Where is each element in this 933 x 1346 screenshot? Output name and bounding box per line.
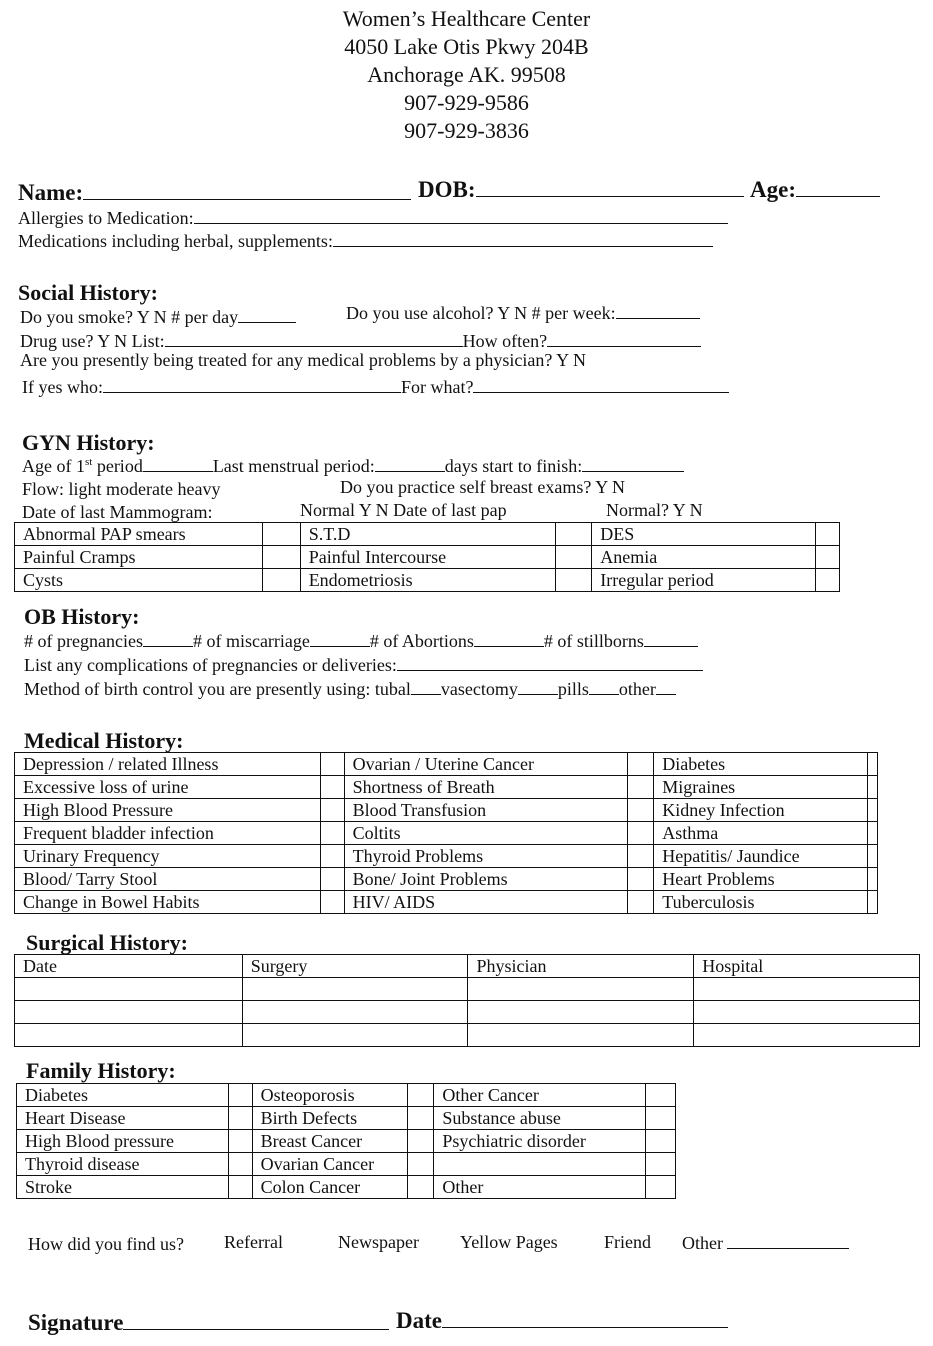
dob-row xyxy=(418,177,744,203)
medical-checkbox[interactable] xyxy=(320,822,344,845)
age-first-period-label: Age of 1st period xyxy=(22,456,143,476)
table-row xyxy=(15,776,878,799)
smoke-per-day-field[interactable] xyxy=(238,306,296,323)
medical-checkbox[interactable] xyxy=(320,868,344,891)
column-header-physician: Physician xyxy=(468,955,694,978)
family-checkbox[interactable] xyxy=(408,1107,434,1130)
gyn-checkbox[interactable] xyxy=(816,523,840,546)
age-row xyxy=(750,177,880,203)
referral-other-field[interactable] xyxy=(727,1232,849,1249)
gyn-condition-label: Abnormal PAP smears xyxy=(15,523,263,546)
surgery-physician-cell[interactable] xyxy=(468,1024,694,1047)
medical-checkbox[interactable] xyxy=(320,776,344,799)
medical-condition-label: Heart Problems xyxy=(654,868,868,891)
miscarriage-label: # of miscarriage xyxy=(192,631,310,651)
family-history-title: Family History: xyxy=(26,1058,176,1083)
medical-condition-label: Kidney Infection xyxy=(654,799,868,822)
treated-question: Are you presently being treated for any medical problems by a physician? Y N xyxy=(20,350,586,370)
gyn-condition-label: Irregular period xyxy=(592,569,816,592)
gyn-checkbox[interactable] xyxy=(556,569,592,592)
surgical-history-table xyxy=(14,954,920,1047)
referral-question: How did you find us? xyxy=(28,1234,184,1254)
family-condition-label: Diabetes xyxy=(17,1084,229,1107)
medical-checkbox[interactable] xyxy=(628,822,654,845)
table-row xyxy=(15,546,840,569)
medical-condition-label: Change in Bowel Habits xyxy=(15,891,321,914)
table-row xyxy=(15,799,878,822)
allergies-field[interactable] xyxy=(194,207,728,224)
date-row xyxy=(396,1308,728,1334)
clinic-address-line1: 4050 Lake Otis Pkwy 204B xyxy=(344,34,589,59)
how-often-field[interactable] xyxy=(547,330,701,347)
medical-condition-label: Urinary Frequency xyxy=(15,845,321,868)
medical-checkbox[interactable] xyxy=(320,753,344,776)
medical-condition-label: Excessive loss of urine xyxy=(15,776,321,799)
surgery-hospital-cell[interactable] xyxy=(694,1024,920,1047)
referral-option-other[interactable]: Other xyxy=(682,1233,723,1253)
family-checkbox[interactable] xyxy=(646,1153,676,1176)
alcohol-per-week-field[interactable] xyxy=(616,302,700,319)
how-often-label: How often? xyxy=(462,331,548,351)
referral-option-newspaper[interactable]: Newspaper xyxy=(338,1232,419,1252)
birth-control-label: Method of birth control you are presently using: tubal xyxy=(24,679,411,699)
family-condition-label: High Blood pressure xyxy=(17,1130,229,1153)
for-what-field[interactable] xyxy=(473,376,729,393)
date-field[interactable] xyxy=(442,1311,728,1328)
surgery-hospital-cell[interactable] xyxy=(694,978,920,1001)
family-condition-label: Thyroid disease xyxy=(17,1153,229,1176)
medical-condition-label: Hepatitis/ Jaundice xyxy=(654,845,868,868)
age-label: Age: xyxy=(750,177,796,202)
pap-normal: Normal? Y N xyxy=(606,500,703,520)
gyn-condition-label: DES xyxy=(592,523,816,546)
medical-checkbox[interactable] xyxy=(628,753,654,776)
medical-condition-label: Depression / related Illness xyxy=(15,753,321,776)
medical-checkbox[interactable] xyxy=(867,776,877,799)
surgery-physician-cell[interactable] xyxy=(468,1001,694,1024)
gyn-condition-label: Painful Cramps xyxy=(15,546,263,569)
table-row xyxy=(15,845,878,868)
family-checkbox[interactable] xyxy=(646,1176,676,1199)
mammogram-label: Date of last Mammogram: xyxy=(22,502,213,522)
signature-field[interactable] xyxy=(123,1313,389,1330)
medical-condition-label: High Blood Pressure xyxy=(15,799,321,822)
medical-checkbox[interactable] xyxy=(867,822,877,845)
table-row xyxy=(15,1001,920,1024)
alcohol-row xyxy=(346,302,700,324)
yes-who-field[interactable] xyxy=(103,376,401,393)
referral-option-yellow-pages[interactable]: Yellow Pages xyxy=(460,1232,558,1252)
table-header-row xyxy=(15,955,920,978)
medical-condition-label: Migraines xyxy=(654,776,868,799)
stillborns-field[interactable] xyxy=(644,630,698,647)
other-label: other xyxy=(618,679,656,699)
gyn-condition-label: S.T.D xyxy=(300,523,556,546)
referral-option-friend[interactable]: Friend xyxy=(604,1232,651,1252)
age-field[interactable] xyxy=(796,180,880,197)
pregnancy-counts-row xyxy=(24,630,698,652)
other-field[interactable] xyxy=(656,678,676,695)
surgery-name-cell[interactable] xyxy=(242,1001,468,1024)
lmp-field[interactable] xyxy=(375,455,445,472)
gyn-history-title: GYN History: xyxy=(22,430,155,455)
medical-checkbox[interactable] xyxy=(867,868,877,891)
drug-list-field[interactable] xyxy=(165,330,463,347)
yes-who-label: If yes who: xyxy=(22,377,103,397)
medical-checkbox[interactable] xyxy=(628,891,654,914)
surgery-name-cell[interactable] xyxy=(242,978,468,1001)
gyn-checkbox[interactable] xyxy=(556,546,592,569)
family-condition-label: Ovarian Cancer xyxy=(252,1153,408,1176)
gyn-checkbox[interactable] xyxy=(262,569,300,592)
for-what-label: For what? xyxy=(400,377,474,397)
surgery-name-cell[interactable] xyxy=(242,1024,468,1047)
pregnancies-label: # of pregnancies xyxy=(24,631,143,651)
clinic-phone-2: 907-929-3836 xyxy=(404,118,529,143)
family-checkbox[interactable] xyxy=(408,1130,434,1153)
surgery-hospital-cell[interactable] xyxy=(694,1001,920,1024)
dob-field[interactable] xyxy=(476,180,744,197)
family-checkbox[interactable] xyxy=(228,1084,252,1107)
abortions-label: # of Abortions xyxy=(369,631,474,651)
surgery-physician-cell[interactable] xyxy=(468,978,694,1001)
miscarriage-field[interactable] xyxy=(310,630,370,647)
vasectomy-label: vasectomy xyxy=(440,679,518,699)
medical-conditions-table xyxy=(14,752,878,914)
allergies-label: Allergies to Medication: xyxy=(18,208,194,228)
column-header-date: Date xyxy=(15,955,243,978)
age-first-period-field[interactable] xyxy=(143,455,213,472)
family-checkbox[interactable] xyxy=(408,1176,434,1199)
table-row xyxy=(15,978,920,1001)
family-condition-label: Stroke xyxy=(17,1176,229,1199)
gyn-condition-label: Cysts xyxy=(15,569,263,592)
family-checkbox[interactable] xyxy=(228,1176,252,1199)
medications-label: Medications including herbal, supplements: xyxy=(18,231,333,251)
surgical-history-title: Surgical History: xyxy=(26,930,188,955)
medical-checkbox[interactable] xyxy=(320,845,344,868)
family-checkbox[interactable] xyxy=(646,1130,676,1153)
pills-label: pills xyxy=(557,679,589,699)
family-checkbox[interactable] xyxy=(646,1084,676,1107)
birth-control-row xyxy=(24,678,676,700)
family-checkbox[interactable] xyxy=(646,1107,676,1130)
complications-row xyxy=(24,654,703,676)
days-field[interactable] xyxy=(582,455,684,472)
surgery-date-cell[interactable] xyxy=(15,1024,243,1047)
family-condition-label: Substance abuse xyxy=(434,1107,646,1130)
table-row xyxy=(15,822,878,845)
table-row xyxy=(17,1130,676,1153)
medical-condition-label: Ovarian / Uterine Cancer xyxy=(344,753,628,776)
date-label: Date xyxy=(396,1308,442,1333)
medical-condition-label: Thyroid Problems xyxy=(344,845,628,868)
table-row xyxy=(15,569,840,592)
family-checkbox[interactable] xyxy=(408,1084,434,1107)
family-checkbox[interactable] xyxy=(228,1107,252,1130)
drug-question: Drug use? Y N List: xyxy=(20,331,165,351)
medical-checkbox[interactable] xyxy=(628,845,654,868)
medical-condition-label: Frequent bladder infection xyxy=(15,822,321,845)
alcohol-question: Do you use alcohol? Y N # per week: xyxy=(346,303,616,323)
table-row xyxy=(15,891,878,914)
complications-label: List any complications of pregnancies or deliveries: xyxy=(24,655,397,675)
abortions-field[interactable] xyxy=(474,630,544,647)
clinic-address-line2: Anchorage AK. 99508 xyxy=(367,62,566,87)
medical-checkbox[interactable] xyxy=(628,776,654,799)
medical-history-title: Medical History: xyxy=(24,728,184,753)
gyn-checkbox[interactable] xyxy=(816,569,840,592)
column-header-surgery: Surgery xyxy=(242,955,468,978)
medical-condition-label: Blood Transfusion xyxy=(344,799,628,822)
stillborns-label: # of stillborns xyxy=(543,631,644,651)
ob-history-title: OB History: xyxy=(24,604,140,629)
family-history-table xyxy=(16,1083,676,1199)
family-checkbox[interactable] xyxy=(228,1153,252,1176)
medications-row xyxy=(18,230,713,252)
surgery-date-cell[interactable] xyxy=(15,1001,243,1024)
age-first-period-row xyxy=(22,455,684,477)
lmp-label: Last menstrual period: xyxy=(212,456,375,476)
medical-condition-label: HIV/ AIDS xyxy=(344,891,628,914)
referral-option-other-row xyxy=(682,1232,849,1254)
family-condition-label: Colon Cancer xyxy=(252,1176,408,1199)
gyn-condition-label: Endometriosis xyxy=(300,569,556,592)
clinic-phone-1: 907-929-9586 xyxy=(404,90,529,115)
table-row xyxy=(15,753,878,776)
table-row xyxy=(17,1153,676,1176)
name-field[interactable] xyxy=(83,183,411,200)
gyn-checkbox[interactable] xyxy=(816,546,840,569)
smoke-row xyxy=(20,306,296,328)
yes-who-row xyxy=(22,376,729,398)
table-row xyxy=(17,1084,676,1107)
referral-option-referral[interactable]: Referral xyxy=(224,1232,283,1252)
social-history-title: Social History: xyxy=(18,280,158,305)
table-row xyxy=(15,868,878,891)
medical-condition-label: Coltits xyxy=(344,822,628,845)
clinic-name: Women’s Healthcare Center xyxy=(342,6,591,31)
smoke-question: Do you smoke? Y N # per day xyxy=(20,307,239,327)
medical-checkbox[interactable] xyxy=(867,845,877,868)
medical-condition-label: Diabetes xyxy=(654,753,868,776)
gyn-checkbox[interactable] xyxy=(262,523,300,546)
medical-condition-label: Blood/ Tarry Stool xyxy=(15,868,321,891)
pregnancies-field[interactable] xyxy=(143,630,193,647)
surgery-date-cell[interactable] xyxy=(15,978,243,1001)
family-condition-label: Psychiatric disorder xyxy=(434,1130,646,1153)
signature-label: Signature xyxy=(28,1310,124,1335)
family-condition-label: Heart Disease xyxy=(17,1107,229,1130)
family-checkbox[interactable] xyxy=(228,1130,252,1153)
medical-condition-label: Asthma xyxy=(654,822,868,845)
family-condition-label xyxy=(434,1153,646,1176)
tubal-field[interactable] xyxy=(411,678,441,695)
gyn-condition-label: Painful Intercourse xyxy=(300,546,556,569)
column-header-hospital: Hospital xyxy=(694,955,920,978)
gyn-checkbox[interactable] xyxy=(556,523,592,546)
vasectomy-field[interactable] xyxy=(518,678,558,695)
family-condition-label: Breast Cancer xyxy=(252,1130,408,1153)
breast-exam-question: Do you practice self breast exams? Y N xyxy=(340,477,626,497)
medical-checkbox[interactable] xyxy=(320,891,344,914)
medical-checkbox[interactable] xyxy=(628,868,654,891)
signature-row xyxy=(28,1310,389,1336)
medical-checkbox[interactable] xyxy=(867,891,877,914)
name-row xyxy=(18,180,411,206)
drug-row xyxy=(20,330,701,352)
allergies-row xyxy=(18,207,728,229)
family-condition-label: Birth Defects xyxy=(252,1107,408,1130)
gyn-conditions-table xyxy=(14,522,840,592)
medical-checkbox[interactable] xyxy=(867,799,877,822)
table-row xyxy=(15,523,840,546)
medications-field[interactable] xyxy=(333,230,713,247)
gyn-condition-label: Anemia xyxy=(592,546,816,569)
name-label: Name: xyxy=(18,180,84,205)
table-row xyxy=(17,1176,676,1199)
medical-checkbox[interactable] xyxy=(867,753,877,776)
medical-checkbox[interactable] xyxy=(320,799,344,822)
medical-condition-label: Shortness of Breath xyxy=(344,776,628,799)
gyn-checkbox[interactable] xyxy=(262,546,300,569)
medical-checkbox[interactable] xyxy=(628,799,654,822)
family-condition-label: Osteoporosis xyxy=(252,1084,408,1107)
flow-options: Flow: light moderate heavy xyxy=(22,479,221,499)
mammogram-normal-pap: Normal Y N Date of last pap xyxy=(300,500,507,520)
medical-condition-label: Tuberculosis xyxy=(654,891,868,914)
days-label: days start to finish: xyxy=(444,456,583,476)
pills-field[interactable] xyxy=(589,678,619,695)
table-row xyxy=(17,1107,676,1130)
family-condition-label: Other xyxy=(434,1176,646,1199)
family-condition-label: Other Cancer xyxy=(434,1084,646,1107)
table-row xyxy=(15,1024,920,1047)
family-checkbox[interactable] xyxy=(408,1153,434,1176)
dob-label: DOB: xyxy=(418,177,476,202)
medical-condition-label: Bone/ Joint Problems xyxy=(344,868,628,891)
complications-field[interactable] xyxy=(397,654,703,671)
